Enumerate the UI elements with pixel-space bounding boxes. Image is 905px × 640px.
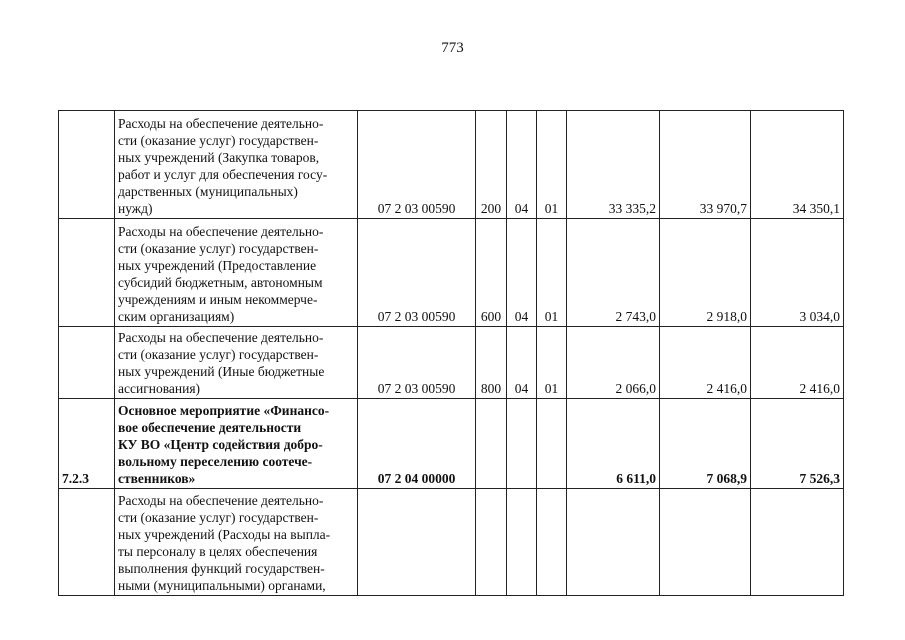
table-row <box>59 327 844 399</box>
amount-year-2: 2 416,0 <box>660 327 751 399</box>
amount-year-2: 2 918,0 <box>660 219 751 327</box>
amount-year-1: 2 743,0 <box>567 219 660 327</box>
section-code: 04 <box>507 111 537 219</box>
expense-type-code <box>476 489 507 596</box>
budget-code: 07 2 03 00590 <box>358 111 476 219</box>
row-number <box>59 219 115 327</box>
row-description: Расходы на обеспечение деятельно- сти (оказание услуг) государствен- ных учреждений (Предоставление субсидий бюджетным, автономным учреждениям и иным некоммерче- ским организациям) <box>115 219 358 327</box>
row-number: 7.2.3 <box>59 399 115 489</box>
amount-year-2: 33 970,7 <box>660 111 751 219</box>
row-number <box>59 111 115 219</box>
row-number <box>59 489 115 596</box>
expense-type-code <box>476 399 507 489</box>
amount-year-1: 33 335,2 <box>567 111 660 219</box>
subsection-code: 01 <box>537 327 567 399</box>
row-description: Расходы на обеспечение деятельно- сти (оказание услуг) государствен- ных учреждений (Закупка товаров, работ и услуг для обеспечения госу- дарственных (муниципальных) нужд) <box>115 111 358 219</box>
budget-code <box>358 489 476 596</box>
subsection-code: 01 <box>537 111 567 219</box>
budget-code: 07 2 03 00590 <box>358 219 476 327</box>
expense-type-code: 800 <box>476 327 507 399</box>
amount-year-1: 6 611,0 <box>567 399 660 489</box>
row-number <box>59 327 115 399</box>
table-row <box>59 399 844 489</box>
amount-year-1 <box>567 489 660 596</box>
amount-year-3: 3 034,0 <box>751 219 844 327</box>
table-body <box>59 111 844 596</box>
section-code <box>507 399 537 489</box>
amount-year-2: 7 068,9 <box>660 399 751 489</box>
expense-type-code: 600 <box>476 219 507 327</box>
amount-year-3 <box>751 489 844 596</box>
row-description: Основное мероприятие «Финансо- вое обеспечение деятельности КУ ВО «Центр содействия добро- вольному переселению соотече- ственников» <box>115 399 358 489</box>
amount-year-3: 2 416,0 <box>751 327 844 399</box>
amount-year-1: 2 066,0 <box>567 327 660 399</box>
budget-code: 07 2 03 00590 <box>358 327 476 399</box>
table-row <box>59 489 844 596</box>
subsection-code <box>537 489 567 596</box>
page-number: 773 <box>441 40 464 56</box>
amount-year-2 <box>660 489 751 596</box>
section-code: 04 <box>507 327 537 399</box>
section-code: 04 <box>507 219 537 327</box>
budget-code: 07 2 04 00000 <box>358 399 476 489</box>
expense-type-code: 200 <box>476 111 507 219</box>
row-description: Расходы на обеспечение деятельно- сти (оказание услуг) государствен- ных учреждений (Иные бюджетные ассигнования) <box>115 327 358 399</box>
table-row <box>59 111 844 219</box>
budget-table <box>58 110 844 596</box>
table-row <box>59 219 844 327</box>
subsection-code <box>537 399 567 489</box>
subsection-code: 01 <box>537 219 567 327</box>
amount-year-3: 34 350,1 <box>751 111 844 219</box>
row-description: Расходы на обеспечение деятельно- сти (оказание услуг) государствен- ных учреждений (Расходы на выпла- ты персоналу в целях обеспечения выполнения функций государствен- ными (муниципальными) органами, <box>115 489 358 596</box>
section-code <box>507 489 537 596</box>
amount-year-3: 7 526,3 <box>751 399 844 489</box>
